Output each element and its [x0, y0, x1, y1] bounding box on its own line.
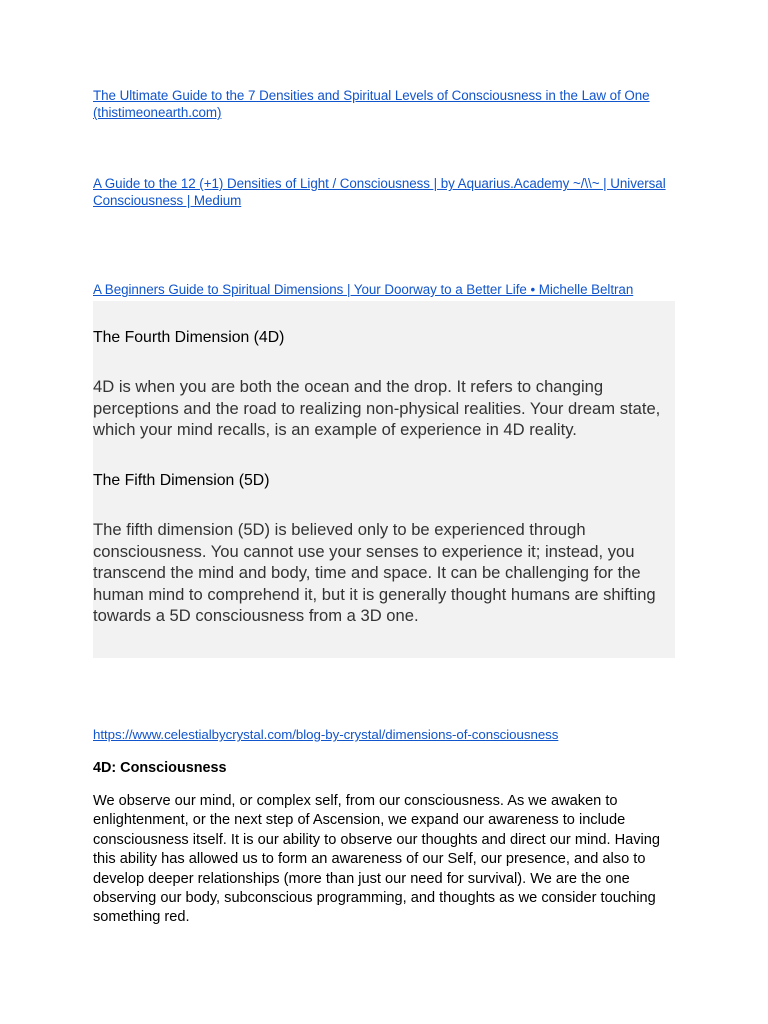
link-7-densities-guide[interactable]: The Ultimate Guide to the 7 Densities and Spiritual Levels of Consciousness in the Law of One (thistimeonearth.com)	[93, 88, 650, 120]
quoted-excerpt-box	[93, 301, 675, 658]
fourth-dimension-paragraph: 4D is when you are both the ocean and the drop. It refers to changing perceptions and the road to realizing non-physical realities. Your dream state, which your mind recalls, is an example of experience in 4D reality.	[93, 377, 661, 440]
link-spiritual-dimensions-guide[interactable]: A Beginners Guide to Spiritual Dimensions | Your Doorway to a Better Life • Michelle Beltran	[93, 282, 634, 297]
link-celestial-by-crystal[interactable]: https://www.celestialbycrystal.com/blog-by-crystal/dimensions-of-consciousness	[93, 727, 559, 742]
link-12-densities-guide[interactable]: A Guide to the 12 (+1) Densities of Light / Consciousness | by Aquarius.Academy ~/\\~ | Universal Consciousness | Medium	[93, 176, 666, 208]
fourth-dimension-heading: The Fourth Dimension (4D)	[93, 329, 285, 346]
consciousness-section-paragraph: We observe our mind, or complex self, from our consciousness. As we awaken to enlightenment, or the next step of Ascension, we expand our awareness to include consciousness itself. It is our ability to observe our thoughts and direct our mind. Having this ability has allowed us to form an awareness of our Self, our presence, and also to develop deeper relationships (more than just our need for survival). We are the one observing our body, subconscious programming, and thoughts as we consider touching something red.	[93, 793, 661, 926]
fifth-dimension-paragraph: The fifth dimension (5D) is believed only to be experienced through consciousness. You cannot use your senses to experience it; instead, you transcend the mind and body, time and space. It can be challenging for the human mind to comprehend it, but it is generally thought humans are shifting towards a 5D consciousness from a 3D one.	[93, 520, 656, 626]
fifth-dimension-heading: The Fifth Dimension (5D)	[93, 472, 270, 489]
consciousness-section-heading: 4D: Consciousness	[93, 760, 227, 776]
